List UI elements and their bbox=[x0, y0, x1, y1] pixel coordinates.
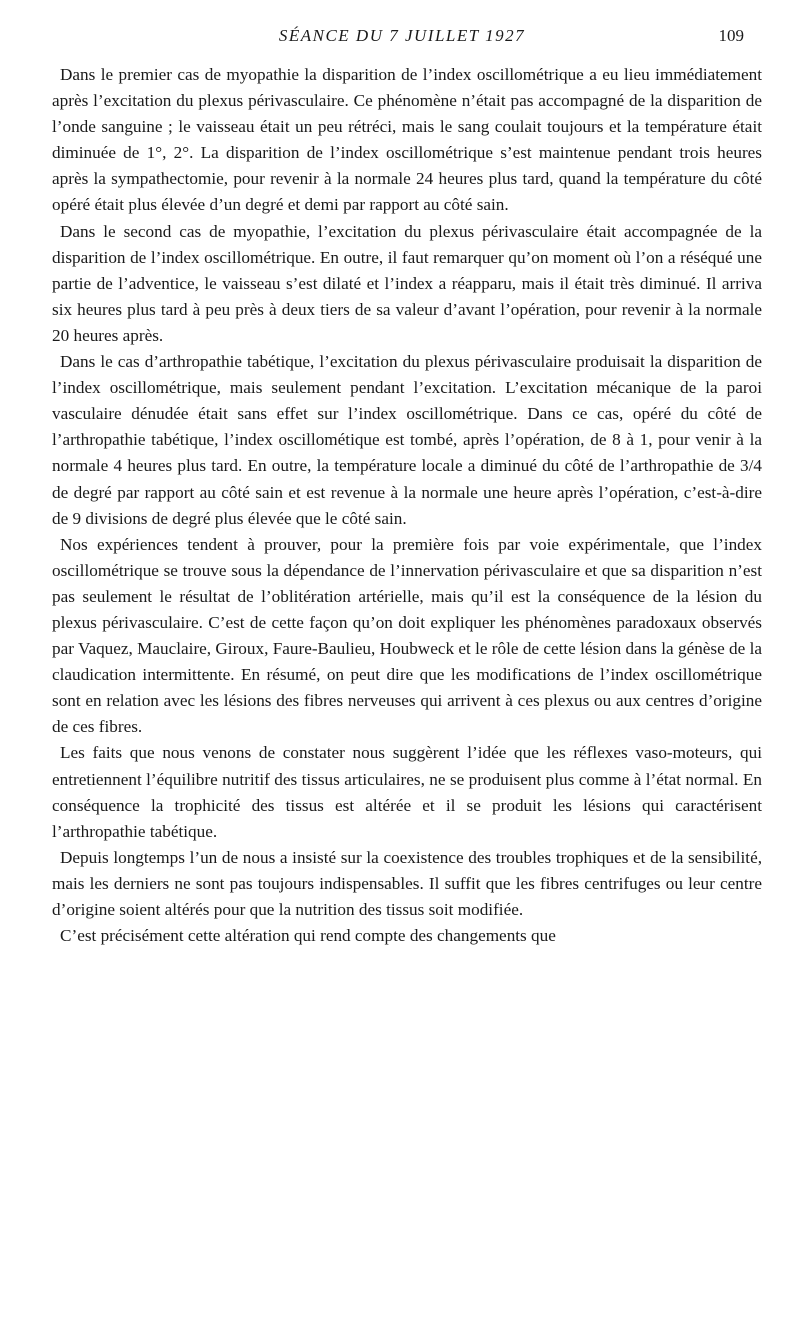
paragraph: Dans le premier cas de myopathie la disparition de l’index oscillométrique a eu lieu immédiatement après l’excitation du plexus périvasculaire. Ce phénomène n’était pas accompagné de la disparition de l’onde sanguine ; le vaisseau était un peu rétréci, mais le sang coulait toujours et la température était diminuée de 1°, 2°. La disparition de l’index oscillométrique s’est maintenue pendant trois heures après la sympathectomie, pour revenir à la normale 24 heures plus tard, quand la température du côté opéré était plus élevée d’un degré et demi par rapport au côté sain. bbox=[52, 65, 762, 215]
paragraph: Dans le second cas de myopathie, l’excitation du plexus périvasculaire était accompagnée de la disparition de l’index oscillométrique. En outre, il faut remarquer qu’on moment où l’on a réséqué une partie de l’adventice, le vaisseau s’est dilaté et l’index a réapparu, mais il était très diminué. Il arriva six heures plus tard à peu près à deux tiers de sa valeur d’avant l’opération, pour revenir à la normale 20 heures après. bbox=[52, 221, 762, 345]
paragraph: Les faits que nous venons de constater nous suggèrent l’idée que les réflexes vaso-moteurs, qui entretiennent l’équilibre nutritif des tissus articulaires, ne se produisent plus comme à l’état normal. En conséquence la trophicité des tissus est altérée et il se produit les lésions qui caractérisent l’arthropathie tabétique. bbox=[52, 743, 762, 841]
paragraph: Dans le cas d’arthropathie tabétique, l’excitation du plexus périvasculaire produisait la disparition de l’index oscillométrique, mais seulement pendant l’excitation. L’excitation mécanique de la paroi vasculaire dénudée était sans effet sur l’index oscillométrique. Dans ce cas, opéré du côté de l’arthropathie tabétique, l’index oscillométique est tombé, après l’opération, de 8 à 1, pour venir à la normale 4 heures plus tard. En outre, la température locale a diminué du côté de l’arthropathie de 3/4 de degré par rapport au côté sain et est revenue à la normale une heure après l’opération, c’est-à-dire de 9 divisions de degré plus élevée que le côté sain. bbox=[52, 352, 762, 528]
paragraph: C’est précisément cette altération qui rend compte des changements que bbox=[60, 926, 556, 946]
page-number: 109 bbox=[718, 26, 744, 45]
page-header bbox=[52, 26, 752, 52]
paragraph: Depuis longtemps l’un de nous a insisté sur la coexistence des troubles trophiques et de la sensibilité, mais les derniers ne sont pas toujours indispensables. Il suffit que les fibres centrifuges ou leur centre d’origine soient altérés pour que la nutrition des tissus soit modifiée. bbox=[52, 847, 762, 919]
body-text bbox=[52, 62, 762, 949]
paragraph: Nos expériences tendent à prouver, pour la première fois par voie expérimentale, que l’index oscillométrique se trouve sous la dépendance de l’innervation périvasculaire et que sa disparition n’est pas seulement le résultat de l’oblitération artérielle, mais qu’il est la conséquence de la lésion du plexus périvasculaire. C’est de cette façon qu’on doit expliquer les phénomènes paradoxaux observés par Vaquez, Mauclaire, Giroux, Faure-Baulieu, Houbweck et le rôle de cette lésion dans la génèse de la claudication intermittente. En résumé, on peut dire que les modifications de l’index oscillométrique sont en relation avec les lésions des fibres nerveuses qui arrivent à ces plexus ou aux centres d’origine de ces fibres. bbox=[52, 534, 762, 737]
running-title: SÉANCE DU 7 JUILLET 1927 bbox=[278, 26, 526, 45]
